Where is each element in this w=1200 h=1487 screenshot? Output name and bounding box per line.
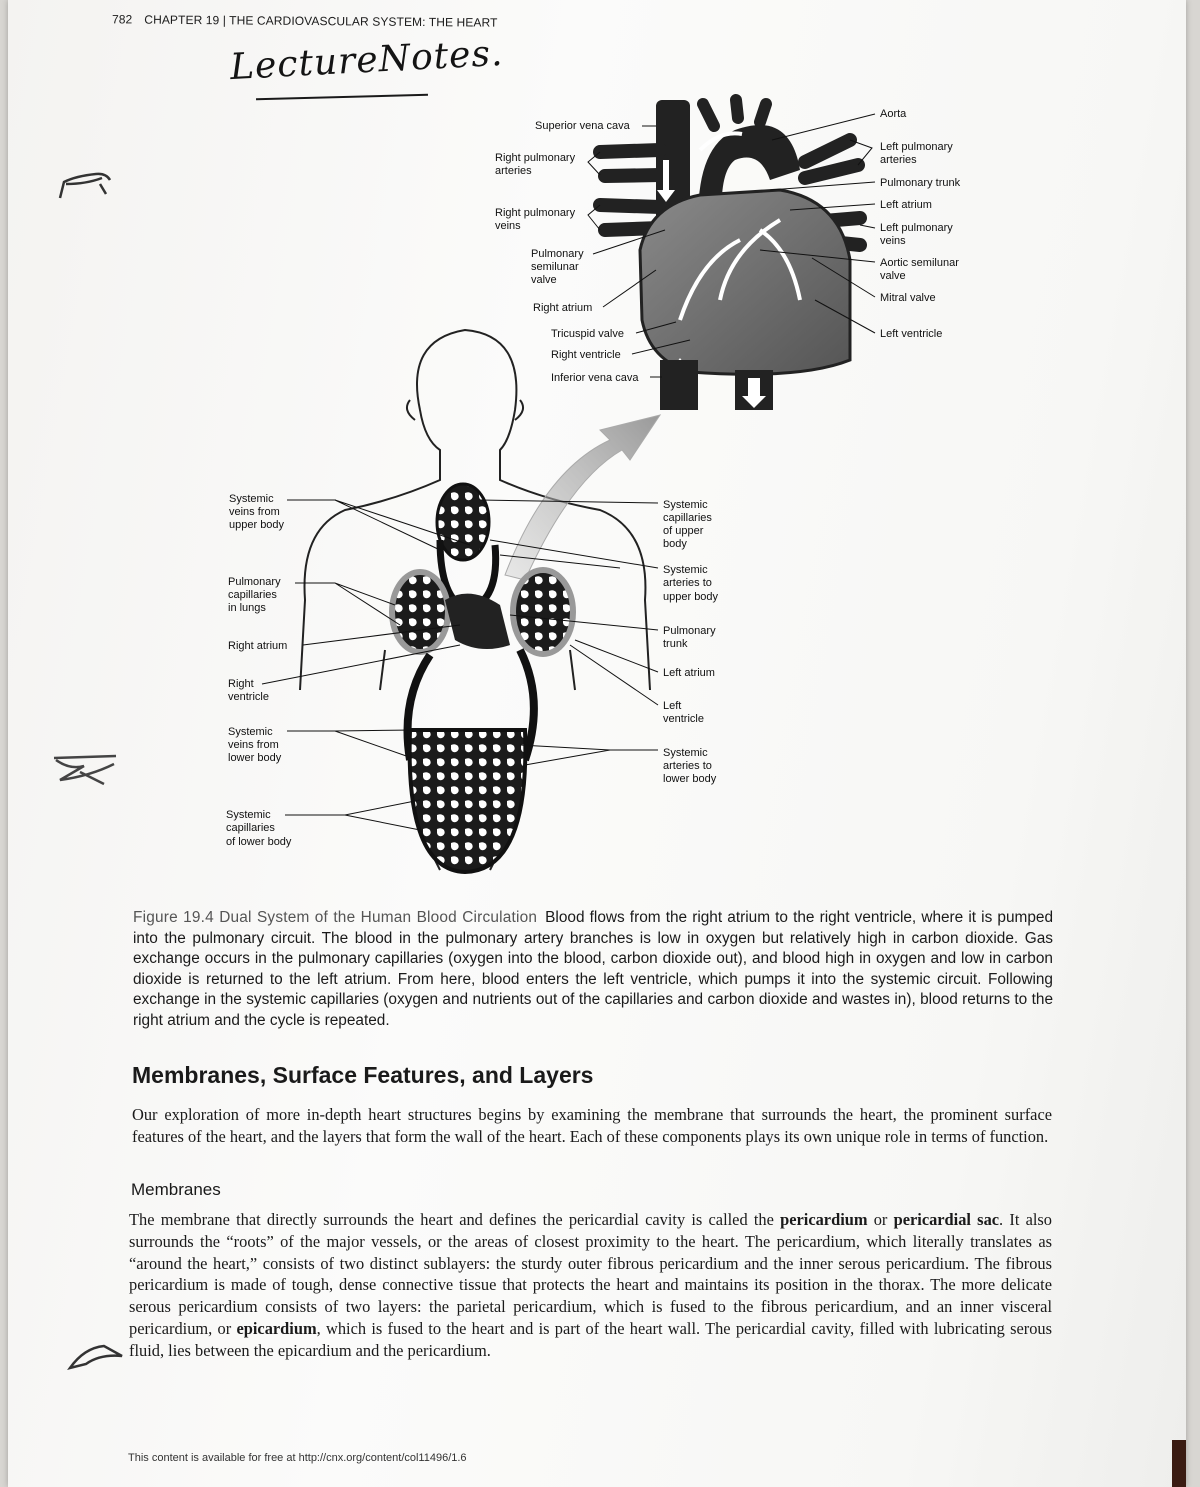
lower-body-capillaries — [410, 730, 526, 872]
inferior-vena-cava-shape — [660, 360, 698, 410]
label-right-atrium-body: Right atrium — [228, 640, 288, 652]
label-sys-cap-lower-2: capillaries — [226, 822, 275, 834]
page-number: 782 — [111, 12, 133, 27]
label-right-ventricle-body-1: Right — [228, 678, 254, 690]
label-left-pulmonary-veins-2: veins — [880, 235, 906, 247]
label-left-atrium-body: Left atrium — [663, 667, 715, 679]
label-left-pulmonary-arteries-2: arteries — [880, 154, 917, 166]
term-pericardial-sac: pericardial sac — [893, 1210, 1000, 1229]
term-pericardium: pericardium — [780, 1210, 868, 1229]
label-pulmonary-trunk-heart: Pulmonary trunk — [880, 177, 961, 189]
label-pulm-trunk-body-1: Pulmonary — [663, 625, 716, 637]
label-sys-cap-lower-1: Systemic — [226, 809, 271, 821]
label-inferior-vena-cava: Inferior vena cava — [551, 372, 639, 384]
label-pulmonary-semilunar-3: valve — [531, 274, 557, 286]
label-left-pulmonary-veins-1: Left pulmonary — [880, 222, 953, 234]
label-right-atrium-heart: Right atrium — [533, 302, 593, 314]
term-epicardium: epicardium — [236, 1318, 317, 1338]
label-left-ventricle-body-1: Left — [663, 700, 682, 712]
label-right-pulmonary-veins-1: Right pulmonary — [495, 207, 576, 219]
page-edge-shadow — [1172, 1440, 1186, 1487]
chapter-title: CHAPTER 19 | THE CARDIOVASCULAR SYSTEM: THE HEART — [144, 12, 498, 30]
left-lung-capillaries — [392, 572, 448, 652]
figure-caption — [133, 908, 1053, 1031]
figure-caption-title: Figure 19.4 Dual System of the Human Blood Circulation — [133, 909, 538, 926]
label-right-ventricle-body-2: ventricle — [228, 691, 269, 703]
label-left-atrium-heart: Left atrium — [880, 199, 932, 211]
label-pulm-cap-3: in lungs — [228, 602, 266, 614]
label-sys-cap-upper-2: capillaries — [663, 512, 712, 524]
label-superior-vena-cava: Superior vena cava — [535, 120, 630, 132]
upper-body-capillaries — [437, 484, 489, 560]
para-text-2: or — [867, 1210, 894, 1229]
label-tricuspid-valve: Tricuspid valve — [551, 328, 624, 340]
circulation-diagram — [392, 484, 573, 872]
margin-mark-3 — [64, 1338, 126, 1378]
figure-caption-text: Blood flows from the right atrium to the right ventricle, where it is pumped into the pulmonary circuit. The blood in the pulmonary artery branches is low in oxygen but relatively high in carbon dioxide. Gas exchange occurs in the pulmonary capillaries (oxygen into the blood, carbon dioxide out), and blood high in oxygen and low in carbon dioxide is returned to the left atrium. From here, blood enters the left ventricle, which pumps it into the systemic circuit. Following exchange in the systemic capillaries (oxygen and nutrients out of the capillaries and carbon dioxide and wastes in), blood returns to the right atrium and the cycle is repeated. — [133, 909, 1054, 1029]
label-right-ventricle-heart: Right ventricle — [551, 349, 621, 361]
label-pulmonary-semilunar-2: semilunar — [531, 261, 579, 273]
label-left-ventricle-heart: Left ventricle — [880, 328, 943, 340]
label-sys-veins-lower-1: Systemic — [228, 726, 273, 738]
label-sys-cap-upper-1: Systemic — [663, 499, 708, 511]
aorta-branches — [703, 100, 766, 126]
label-mitral-valve: Mitral valve — [880, 292, 936, 304]
label-sys-cap-lower-3: of lower body — [226, 836, 292, 848]
heart-chambers-shape — [640, 190, 850, 374]
label-left-pulmonary-arteries-1: Left pulmonary — [880, 141, 953, 153]
para-text-4: , which is fused to the heart and is part of the heart wall. The pericardial cavity, filled with lubricating serous fluid, lies between the epicardium and the pericardium. — [129, 1318, 1052, 1360]
label-right-pulmonary-veins-2: veins — [495, 220, 521, 232]
label-aorta: Aorta — [880, 108, 907, 120]
para-text-1: The membrane that directly surrounds the heart and defines the pericardial cavity is called the — [129, 1210, 781, 1229]
label-sys-veins-lower-3: lower body — [228, 752, 282, 764]
label-sys-art-lower-2: arteries to — [663, 760, 712, 772]
label-right-pulmonary-arteries-2: arteries — [495, 165, 532, 177]
label-sys-art-upper-1: Systemic — [663, 564, 708, 576]
footer-source: This content is available for free at http://cnx.org/content/col11496/1.6 — [128, 1452, 467, 1464]
handwritten-note: LectureNotes. — [229, 32, 505, 89]
label-left-ventricle-body-2: ventricle — [663, 713, 704, 725]
label-sys-art-upper-2: arteries to — [663, 577, 712, 589]
label-sys-art-upper-3: upper body — [663, 591, 719, 603]
central-heart — [445, 594, 510, 649]
label-right-pulmonary-arteries-1: Right pulmonary — [495, 152, 576, 164]
label-sys-cap-upper-4: body — [663, 538, 687, 550]
label-sys-veins-lower-2: veins from — [228, 739, 279, 751]
label-sys-veins-upper-3: upper body — [229, 519, 285, 531]
section-heading: Membranes, Surface Features, and Layers — [132, 1062, 594, 1088]
label-pulm-trunk-body-2: trunk — [663, 638, 688, 650]
label-pulmonary-semilunar-1: Pulmonary — [531, 248, 584, 260]
para-text-3: . It also surrounds the “roots” of the major vessels, or the areas of closest proximity to the heart. The pericardium, which literally translates as “around the heart,” consists of two distinct sublayers: the sturdy outer fibrous pericardium and the inner serous pericardium. The fibrous pericardium is made of tough, dense connective tissue that protects the heart and maintains its position in the thorax. The more delicate serous pericardium consists of two layers: the parietal pericardium, which is fused to the fibrous pericardium, and an inner visceral pericardium, or — [129, 1210, 1052, 1338]
heart-cross-section — [600, 100, 860, 410]
label-sys-art-lower-1: Systemic — [663, 747, 708, 759]
intro-paragraph: Our exploration of more in-depth heart structures begins by examining the membrane that surrounds the heart, the prominent surface features of the heart, and the layers that form the wall of the heart. Each of these components plays its own unique role in terms of function. — [132, 1105, 1052, 1146]
label-aortic-semilunar-2: valve — [880, 270, 906, 282]
label-sys-art-lower-3: lower body — [663, 773, 717, 785]
right-lung-capillaries — [513, 570, 573, 654]
subheading-membranes: Membranes — [131, 1180, 221, 1199]
label-sys-cap-upper-3: of upper — [663, 525, 704, 537]
label-sys-veins-upper-1: Systemic — [229, 493, 274, 505]
label-sys-veins-upper-2: veins from — [229, 506, 280, 518]
label-pulm-cap-2: capillaries — [228, 589, 277, 601]
membranes-paragraph — [129, 1209, 1052, 1362]
label-aortic-semilunar-1: Aortic semilunar — [880, 257, 959, 269]
label-pulm-cap-1: Pulmonary — [228, 576, 281, 588]
